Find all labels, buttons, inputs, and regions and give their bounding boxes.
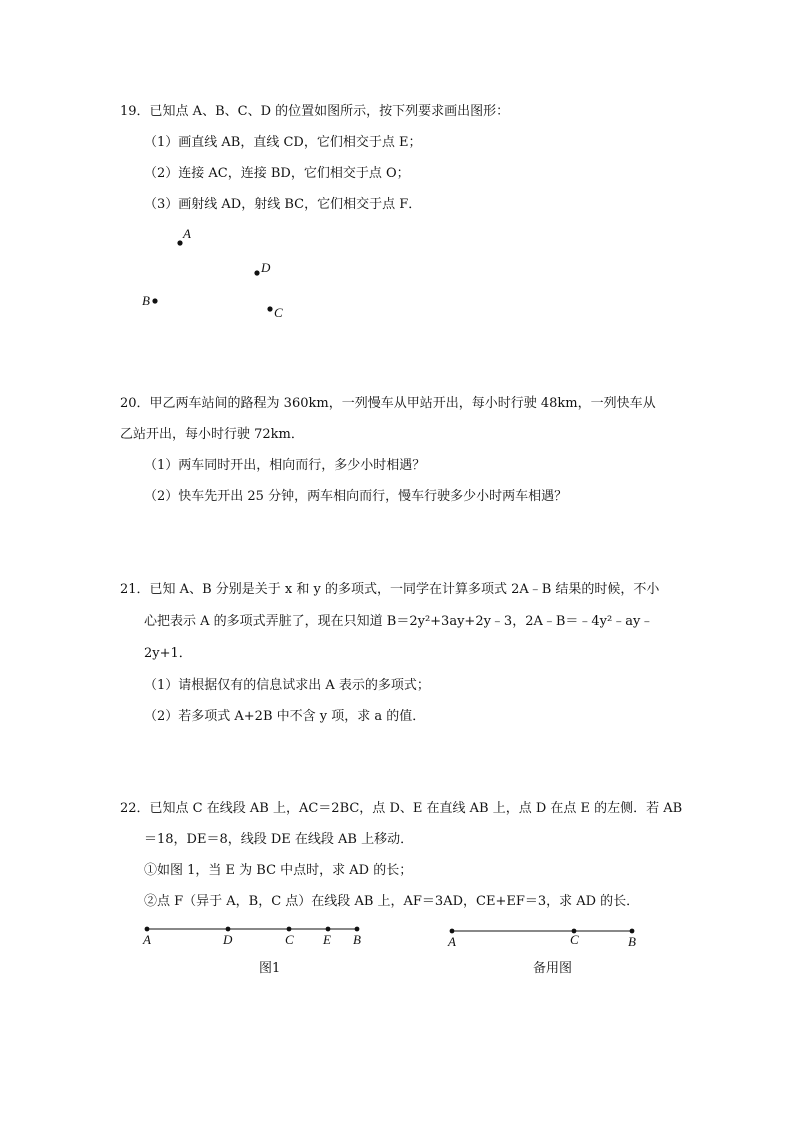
q22-stem-line1: 22．已知点 C 在线段 AB 上，AC＝2BC，点 D、E 在直线 AB 上，点 D 在点 E 的左侧．若 AB	[120, 801, 683, 816]
point-D	[226, 927, 231, 932]
point-B	[355, 927, 360, 932]
q19-item-3: （3）画射线 AD，射线 BC，它们相交于点 F．	[144, 197, 422, 212]
label-C: C	[285, 932, 294, 947]
q22-figure-1	[135, 920, 375, 950]
point-B	[152, 298, 157, 303]
q21-stem-line2: 心把表示 A 的多项式弄脏了，现在只知道 B＝2y²+3ay+2y﹣3，2A﹣B＝﹣4y²﹣ay﹣	[144, 614, 654, 629]
q21-item-1: （1）请根据仅有的信息试求出 A 表示的多项式；	[144, 678, 430, 693]
q22-stem-line2: ＝18，DE＝8，线段 DE 在线段 AB 上移动．	[144, 832, 414, 847]
label-E: E	[323, 932, 331, 947]
fig2-caption: 备用图	[533, 961, 573, 976]
q21-stem-line1: 21．已知 A、B 分别是关于 x 和 y 的多项式，一同学在计算多项式 2A﹣B 结果的时候，不小	[120, 582, 660, 597]
q19-item-2: （2）连接 AC，连接 BD，它们相交于点 O；	[144, 166, 410, 181]
point-A	[177, 240, 182, 245]
point-D	[254, 270, 259, 275]
q22-item-2: ②点 F（异于 A，B，C 点）在线段 AB 上，AF＝3AD，CE+EF＝3，求 AD 的长．	[144, 894, 640, 909]
q20-item-2: （2）快车先开出 25 分钟，两车相向而行，慢车行驶多少小时两车相遇？	[144, 489, 568, 504]
label-C: C	[274, 305, 283, 320]
label-C: C	[570, 932, 579, 947]
point-A	[145, 927, 150, 932]
q20-stem-line1: 20．甲乙两车站间的路程为 360km，一列慢车从甲站开出，每小时行驶 48km，一列快车从	[120, 396, 656, 411]
point-A	[450, 929, 455, 934]
q21-stem-line3: 2y+1．	[144, 646, 192, 661]
q21-item-2: （2）若多项式 A+2B 中不含 y 项，求 a 的值．	[144, 709, 426, 724]
q22-item-1: ①如图 1，当 E 为 BC 中点时，求 AD 的长；	[144, 863, 413, 878]
label-D: D	[223, 932, 233, 947]
point-C	[267, 306, 272, 311]
point-B	[630, 929, 635, 934]
point-E	[326, 927, 331, 932]
q22-figure-2	[442, 920, 642, 950]
label-A: A	[183, 226, 191, 241]
label-D: D	[261, 260, 271, 275]
q19-item-1: （1）画直线 AB，直线 CD，它们相交于点 E；	[144, 135, 422, 150]
label-B: B	[628, 934, 636, 949]
label-B: B	[142, 293, 150, 308]
q19-figure	[130, 222, 330, 327]
label-B: B	[353, 932, 361, 947]
q20-stem-line2: 乙站开出，每小时行驶 72km．	[120, 427, 304, 442]
q19-stem: 19．已知点 A、B、C、D 的位置如图所示，按下列要求画出图形：	[120, 104, 510, 119]
point-C	[287, 927, 292, 932]
q20-item-1: （1）两车同时开出，相向而行，多少小时相遇？	[144, 458, 426, 473]
label-A: A	[143, 932, 151, 947]
label-A: A	[448, 934, 456, 949]
fig1-caption: 图1	[259, 961, 281, 976]
